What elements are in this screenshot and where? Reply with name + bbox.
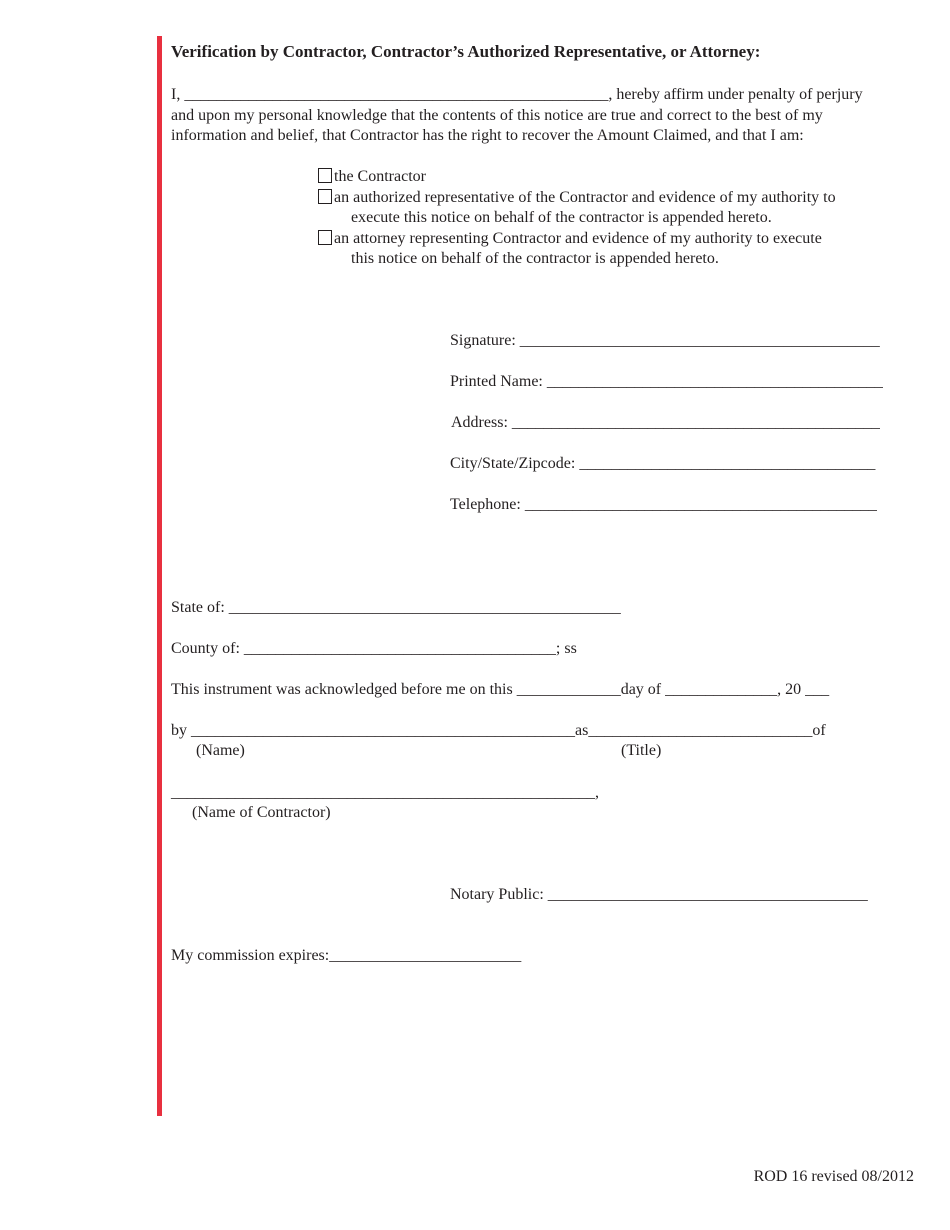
option-label: an authorized representative of the Contractor and evidence of my authority to [334,189,836,206]
title-caption: (Title) [621,742,662,759]
attorney-checkbox[interactable] [318,230,332,245]
contractor-checkbox[interactable] [318,168,332,183]
affirmation-line-2: and upon my personal knowledge that the contents of this notice are true and correct to the best of my [171,107,823,124]
representative-checkbox[interactable] [318,189,332,204]
option-contractor [318,167,426,187]
margin-rule [157,36,162,1116]
option-representative [318,188,836,208]
state-field[interactable]: State of: _________________________________________________ [171,599,621,616]
telephone-field[interactable]: Telephone: ____________________________________________ [450,496,877,513]
form-revision: ROD 16 revised 08/2012 [753,1168,914,1185]
signature-field[interactable]: Signature: _____________________________________________ [450,332,880,349]
acknowledged-line[interactable]: This instrument was acknowledged before me on this _____________day of ______________, 20 ___ [171,681,830,698]
contractor-name-field[interactable]: _____________________________________________________, [171,784,599,801]
option-attorney-continued: this notice on behalf of the contractor is appended hereto. [351,250,719,267]
county-field[interactable]: County of: _______________________________________; ss [171,640,577,657]
name-caption: (Name) [196,742,245,759]
option-attorney [318,229,822,249]
option-label: an attorney representing Contractor and evidence of my authority to execute [334,230,822,247]
address-field[interactable]: Address: ______________________________________________ [451,414,880,431]
page-title: Verification by Contractor, Contractor’s Authorized Representative, or Attorney: [171,42,761,61]
affirmation-line-3: information and belief, that Contractor has the right to recover the Amount Claimed, and that I am: [171,127,804,144]
printed-name-field[interactable]: Printed Name: __________________________________________ [450,373,883,390]
by-line[interactable]: by ________________________________________________as____________________________of [171,722,826,739]
option-representative-continued: execute this notice on behalf of the contractor is appended hereto. [351,209,772,226]
contractor-caption: (Name of Contractor) [192,804,331,821]
option-label: the Contractor [334,168,426,185]
city-state-zip-field[interactable]: City/State/Zipcode: _____________________________________ [450,455,876,472]
affirmation-line-1: I, _____________________________________________________, hereby affirm under penalty of perjury [171,86,863,103]
commission-expires-field[interactable]: My commission expires:________________________ [171,947,522,964]
notary-public-field[interactable]: Notary Public: ________________________________________ [450,886,868,903]
